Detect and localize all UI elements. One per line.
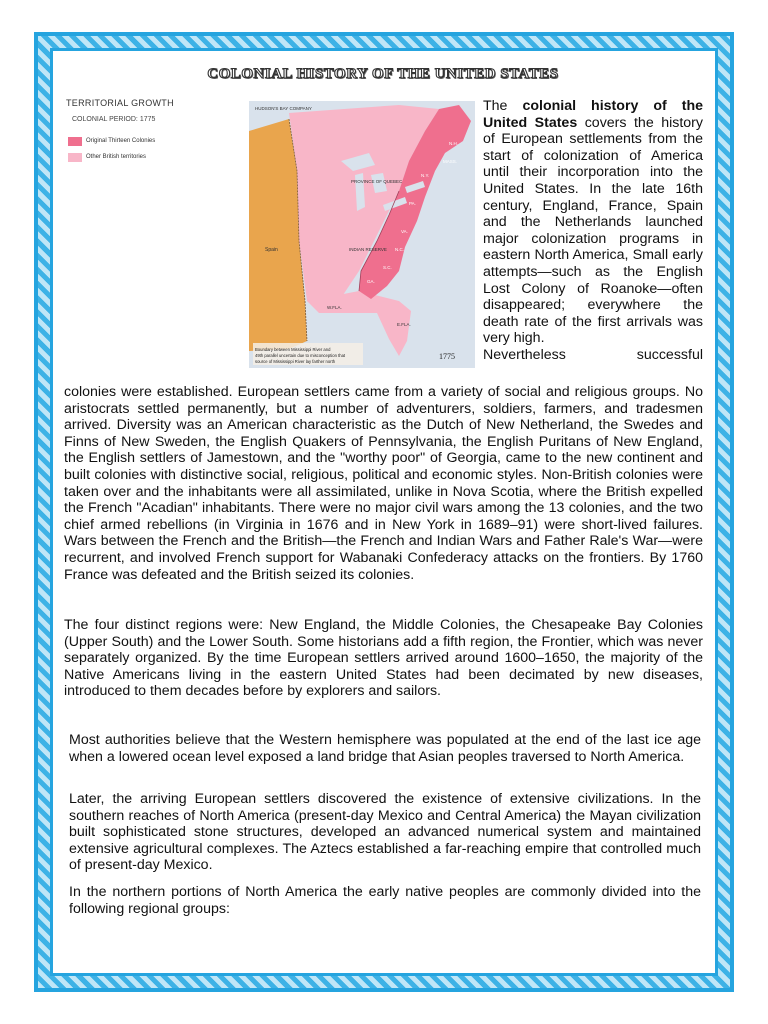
- paragraph-land-bridge: Most authorities believe that the Western hemisphere was populated at the end of the last ice age when a lowered ocean level exposed a land bridge that Asian peoples traversed to North America.: [69, 732, 701, 765]
- legend-title: TERRITORIAL GROWTH: [66, 98, 174, 108]
- legend-swatch-thirteen-colonies: [68, 137, 82, 146]
- intro-body: covers the history of European settlements from the start of colonization of America until their incorporation into the United States. In the late 16th century, England, France, Spain and the Netherlands launched major colonization programs in eastern North America, Small early attempts—such as the English Lost Colony of Roanoke—often disappeared; everywhere the death rate of the first arrivals was very high.: [483, 114, 703, 347]
- map-caption-line3: source of Mississippi River lay farther north: [255, 359, 336, 364]
- map-label-ny: N.Y.: [421, 173, 430, 178]
- intro-last-line: Nevertheless successful: [483, 346, 703, 363]
- paragraph-civilizations: Later, the arriving European settlers discovered the existence of extensive civilizations. In the southern reaches of North America (present-day Mexico and Central America) the Mayan civilization built sophisticated stone structures, developed an advanced numerical system and maintained extensive agricultural complexes. The Aztecs established a far-reaching empire that controlled much of present-day Mexico.: [69, 791, 701, 874]
- intro-continuation: colonies were established. European settlers came from a variety of social and religious groups. No aristocrats settled permanently, but a number of adventurers, soldiers, farmers, and tradesmen arrived. Diversity was an American characteristic as the Dutch of New Netherland, the Swedes and Finns of New Sweden, the English Quakers of Pennsylvania, the English Puritans of New England, the English settlers of Jamestown, and the "worthy poor" of Georgia, came to the new continent and built colonies with distinctive social, religious, political and economic styles. Non-British colonies were taken over and the inhabitants were all assimilated, unlike in Nova Scotia, where the British expelled the French "Acadian" inhabitants. There were no major civil wars among the 13 colonies, and the two chief armed rebellions (in Virginia in 1676 and in New York in 1689–91) were short-lived failures. Wars between the French and the British—the French and Indian Wars and Father Rale's War—were recurrent, and involved French support for Wabanaki Confederacy attacks on the frontiers. By 1760 France was defeated and the British seized its colonies.: [64, 384, 703, 583]
- map-label-nc: N.C.: [395, 247, 404, 252]
- map-label-quebec: PROVINCE OF QUEBEC: [351, 179, 403, 184]
- map-caption-line2: 49th parallel uncertain due to misconception that: [255, 353, 346, 358]
- map-label-mass: MASS.: [443, 159, 458, 164]
- map-year: 1775: [439, 352, 455, 361]
- page-title: COLONIAL HISTORY OF THE UNITED STATES: [207, 66, 559, 82]
- intro-bold-term: colonial history of the United States: [483, 98, 704, 131]
- map-legend: [64, 98, 244, 178]
- map-label-pa: PA.: [409, 201, 416, 206]
- map-caption-line1: Boundary between Mississippi River and: [255, 347, 331, 352]
- map-label-indian-reserve: INDIAN RESERVE: [349, 247, 387, 252]
- legend-period: COLONIAL PERIOD: 1775: [72, 116, 156, 123]
- map-label-west-florida: W.FLA.: [327, 305, 342, 310]
- paragraph-regional-groups: In the northern portions of North America the early native peoples are commonly divided into the following regional groups:: [69, 884, 701, 917]
- paragraph-regions: The four distinct regions were: New England, the Middle Colonies, the Chesapeake Bay Colonies (Upper South) and the Lower South. Some historians add a fifth region, the Frontier, which was never separately organized. By the time European settlers arrived around 1600–1650, the majority of the Native Americans living in the eastern United States had been decimated by new diseases, introduced to them decades before by explorers and sailors.: [64, 617, 703, 700]
- colonial-map-1775: [249, 101, 475, 368]
- map-label-east-florida: E.FLA.: [397, 322, 411, 327]
- intro-pre: The: [483, 98, 523, 114]
- map-label-sc: S.C.: [383, 265, 392, 270]
- legend-label-british-territories: Other British territories: [86, 154, 147, 160]
- map-label-spain: Spain: [265, 247, 278, 253]
- legend-swatch-british-territories: [68, 153, 82, 162]
- map-label-hudsons-bay: HUDSON'S BAY COMPANY: [255, 106, 312, 111]
- map-label-nh: N.H.: [449, 141, 458, 146]
- intro-paragraph: [483, 98, 703, 364]
- map-label-ga: GA.: [367, 279, 375, 284]
- legend-label-thirteen-colonies: Original Thirteen Colonies: [86, 138, 156, 144]
- map-label-va: VA.: [401, 229, 408, 234]
